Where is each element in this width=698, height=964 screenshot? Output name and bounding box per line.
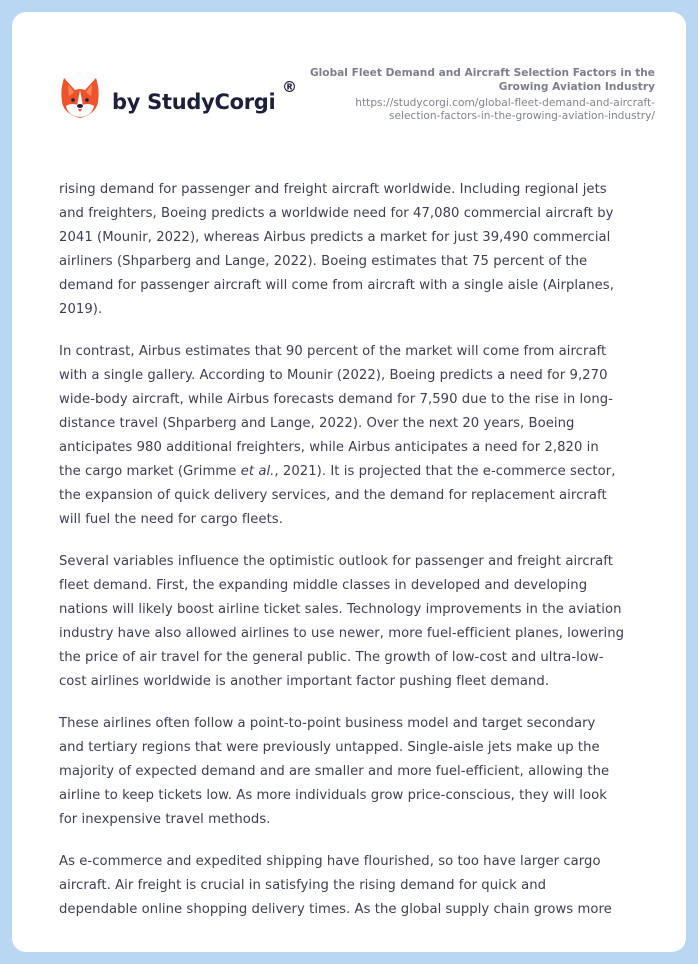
paragraph bbox=[59, 712, 659, 832]
text-line: aircraft. Air freight is crucial in satisfying the rising demand for quick and bbox=[59, 878, 547, 893]
text-line: and freighters, Boeing predicts a worldwide need for 47,080 commercial aircraft by bbox=[59, 206, 614, 221]
text-line: will fuel the need for cargo fleets. bbox=[59, 512, 283, 527]
text-line: anticipates 980 additional freighters, while Airbus anticipates a need for 2,820 in bbox=[59, 440, 599, 455]
text-line: As e-commerce and expedited shipping have flourished, so too have larger cargo bbox=[59, 854, 601, 869]
text-line: majority of expected demand and are smaller and more fuel-efficient, allowing the bbox=[59, 764, 610, 779]
document-url-line[interactable]: selection-factors-in-the-growing-aviation-industry/ bbox=[389, 110, 655, 122]
text-line: distance travel (Shparberg and Lange, 2022). Over the next 20 years, Boeing bbox=[59, 416, 575, 431]
text-line: In contrast, Airbus estimates that 90 percent of the market will come from aircraft bbox=[59, 344, 607, 359]
text-line: These airlines often follow a point-to-point business model and target secondary bbox=[59, 716, 596, 731]
text-line: the expansion of quick delivery services, and the demand for replacement aircraft bbox=[59, 488, 607, 503]
document-title-line: Growing Aviation Industry bbox=[498, 81, 655, 93]
text-line: wide-body aircraft, while Airbus forecasts demand for 7,590 due to the rise in long- bbox=[59, 392, 613, 407]
text-line: demand for passenger aircraft will come from aircraft with a single aisle (Airplanes, bbox=[59, 278, 614, 293]
document-title-line: Global Fleet Demand and Aircraft Selection Factors in the bbox=[309, 67, 655, 79]
studycorgi-logo[interactable] bbox=[60, 76, 297, 120]
text-line: 2019). bbox=[59, 302, 103, 317]
page-header bbox=[12, 12, 686, 162]
document-url-line[interactable]: https://studycorgi.com/global-fleet-demand-and-aircraft- bbox=[355, 97, 655, 109]
paragraph bbox=[59, 550, 659, 694]
document-url[interactable] bbox=[295, 97, 655, 123]
text-line: cost airlines worldwide is another important factor pushing fleet demand. bbox=[59, 674, 550, 689]
text-line: fleet demand. First, the expanding middle classes in developed and developing bbox=[59, 578, 588, 593]
paragraph bbox=[59, 850, 659, 922]
text-line: for inexpensive travel methods. bbox=[59, 812, 271, 827]
text-line: Several variables influence the optimistic outlook for passenger and freight aircraft bbox=[59, 554, 613, 569]
text-segment: , 2021). It is projected that the e-commerce sector, bbox=[274, 464, 616, 479]
text-line: with a single gallery. According to Mounir (2022), Boeing predicts a need for 9,270 bbox=[59, 368, 608, 383]
text-line: nations will likely boost airline ticket sales. Technology improvements in the aviation bbox=[59, 602, 622, 617]
text-line: airliners (Shparberg and Lange, 2022). Boeing estimates that 75 percent of the bbox=[59, 254, 588, 269]
text-line: dependable online shopping delivery times. As the global supply chain grows more bbox=[59, 902, 612, 917]
brand-name: by StudyCorgi bbox=[112, 90, 276, 114]
registered-mark: ® bbox=[282, 78, 297, 96]
text-line: 2041 (Mounir, 2022), whereas Airbus predicts a market for just 39,490 commercial bbox=[59, 230, 611, 245]
corgi-logo-icon bbox=[60, 76, 100, 120]
document-page bbox=[12, 12, 686, 952]
text-line: airline to keep tickets low. As more individuals grow price-conscious, they will look bbox=[59, 788, 607, 803]
document-title bbox=[295, 66, 655, 94]
text-segment: the cargo market (Grimme bbox=[59, 464, 241, 479]
italic-citation: et al. bbox=[240, 464, 275, 479]
text-line: the price of air travel for the general public. The growth of low-cost and ultra-low- bbox=[59, 650, 604, 665]
text-line: rising demand for passenger and freight aircraft worldwide. Including regional jets bbox=[59, 182, 607, 197]
text-line: industry have also allowed airlines to use newer, more fuel-efficient planes, lowering bbox=[59, 626, 625, 641]
text-line: and tertiary regions that were previously untapped. Single-aisle jets make up the bbox=[59, 740, 600, 755]
paragraph bbox=[59, 340, 659, 532]
paragraph bbox=[59, 178, 659, 322]
text-line bbox=[59, 460, 659, 484]
document-meta bbox=[295, 66, 655, 123]
document-body bbox=[59, 178, 659, 940]
